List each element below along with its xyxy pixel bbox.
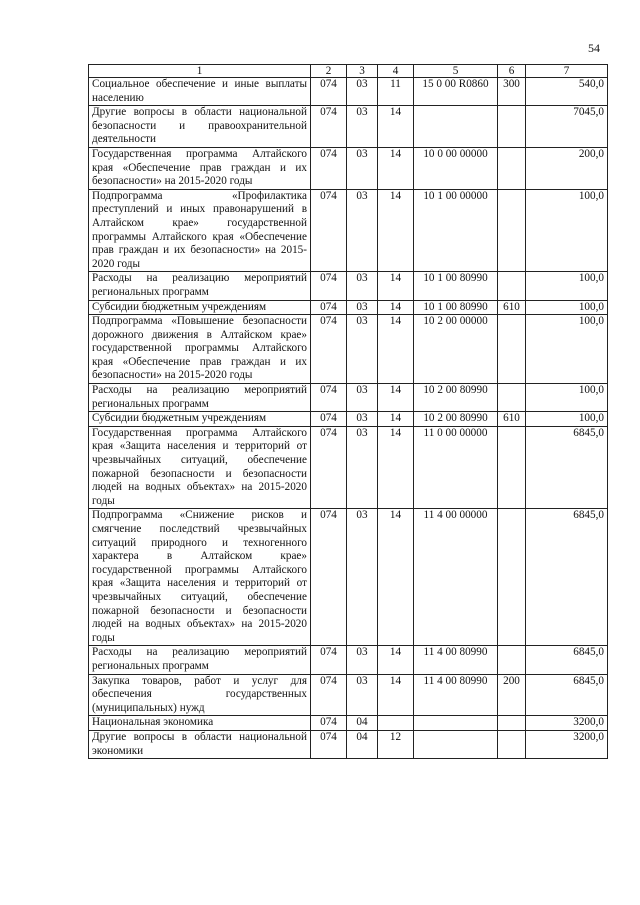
row-amount-cell: 6845,0	[526, 674, 608, 716]
row-name-cell: Подпрограмма «Повышение безопасности дорожного движения в Алтайском крае» государственной программы Алтайского края «Обеспечение прав граждан и их безопасности» на 2015-2020 годы	[89, 315, 311, 384]
row-subsection-cell: 11	[378, 78, 414, 106]
table-row	[89, 412, 608, 427]
row-amount-cell: 3200,0	[526, 730, 608, 758]
row-name-cell: Государственная программа Алтайского края «Защита населения и территорий от чрезвычайных ситуаций, обеспечение пожарной безопасности и безопасности людей на водных объектах» на 2015-2020 годы	[89, 426, 311, 509]
row-amount-cell: 7045,0	[526, 106, 608, 148]
table-row	[89, 646, 608, 674]
row-name-cell: Подпрограмма «Профилактика преступлений и иных правонарушений в Алтайском крае» государственной программы Алтайского края «Обеспечение прав граждан и их безопасности» на 2015-2020 годы	[89, 189, 311, 272]
row-target-article-cell: 10 0 00 00000	[414, 147, 498, 189]
row-subsection-cell: 14	[378, 412, 414, 427]
row-subsection-cell: 14	[378, 426, 414, 509]
row-target-article-cell	[414, 716, 498, 731]
row-section-cell: 03	[347, 147, 378, 189]
row-code-cell: 074	[311, 412, 347, 427]
row-section-cell: 03	[347, 426, 378, 509]
row-amount-cell: 100,0	[526, 412, 608, 427]
row-section-cell: 03	[347, 646, 378, 674]
column-header: 3	[347, 65, 378, 78]
row-name-cell: Закупка товаров, работ и услуг для обеспечения государственных (муниципальных) нужд	[89, 674, 311, 716]
row-target-article-cell: 10 2 00 80990	[414, 384, 498, 412]
row-name-cell: Подпрограмма «Снижение рисков и смягчение последствий чрезвычайных ситуаций природного и техногенного характера в Алтайском крае» государственной программы Алтайского края «Защита населения и территорий от чрезвычайных ситуаций, обеспечение пожарной безопасности и безопасности людей на водных объектах» на 2015-2020 годы	[89, 509, 311, 646]
row-expense-type-cell: 300	[498, 78, 526, 106]
row-subsection-cell	[378, 716, 414, 731]
row-amount-cell: 200,0	[526, 147, 608, 189]
row-section-cell: 03	[347, 384, 378, 412]
column-header: 7	[526, 65, 608, 78]
row-expense-type-cell	[498, 272, 526, 300]
row-amount-cell: 3200,0	[526, 716, 608, 731]
column-header: 1	[89, 65, 311, 78]
row-code-cell: 074	[311, 509, 347, 646]
table-row	[89, 147, 608, 189]
row-expense-type-cell	[498, 716, 526, 731]
row-section-cell: 04	[347, 730, 378, 758]
row-expense-type-cell: 200	[498, 674, 526, 716]
row-section-cell: 03	[347, 315, 378, 384]
row-expense-type-cell	[498, 426, 526, 509]
row-subsection-cell: 14	[378, 147, 414, 189]
row-amount-cell: 540,0	[526, 78, 608, 106]
row-subsection-cell: 14	[378, 509, 414, 646]
row-target-article-cell: 15 0 00 R0860	[414, 78, 498, 106]
row-target-article-cell: 11 4 00 00000	[414, 509, 498, 646]
table-row	[89, 315, 608, 384]
column-header: 4	[378, 65, 414, 78]
row-target-article-cell: 11 0 00 00000	[414, 426, 498, 509]
table-row	[89, 716, 608, 731]
row-target-article-cell: 11 4 00 80990	[414, 646, 498, 674]
row-code-cell: 074	[311, 272, 347, 300]
row-code-cell: 074	[311, 674, 347, 716]
table-row	[89, 730, 608, 758]
row-subsection-cell: 14	[378, 315, 414, 384]
row-amount-cell: 6845,0	[526, 646, 608, 674]
table-row	[89, 189, 608, 272]
row-code-cell: 074	[311, 716, 347, 731]
row-expense-type-cell	[498, 106, 526, 148]
row-amount-cell: 100,0	[526, 384, 608, 412]
row-subsection-cell: 14	[378, 384, 414, 412]
table-row	[89, 78, 608, 106]
row-name-cell: Другие вопросы в области национальной безопасности и правоохранительной деятельности	[89, 106, 311, 148]
table-row	[89, 509, 608, 646]
row-amount-cell: 100,0	[526, 189, 608, 272]
table-row	[89, 384, 608, 412]
row-code-cell: 074	[311, 189, 347, 272]
row-section-cell: 03	[347, 189, 378, 272]
row-expense-type-cell	[498, 189, 526, 272]
row-name-cell: Расходы на реализацию мероприятий региональных программ	[89, 384, 311, 412]
column-header: 5	[414, 65, 498, 78]
row-amount-cell: 100,0	[526, 300, 608, 315]
row-subsection-cell: 12	[378, 730, 414, 758]
page-number: 54	[588, 41, 600, 55]
row-code-cell: 074	[311, 106, 347, 148]
row-section-cell: 04	[347, 716, 378, 731]
row-subsection-cell: 14	[378, 106, 414, 148]
budget-table	[88, 64, 608, 759]
row-name-cell: Национальная экономика	[89, 716, 311, 731]
row-target-article-cell: 10 1 00 80990	[414, 300, 498, 315]
row-section-cell: 03	[347, 412, 378, 427]
row-amount-cell: 100,0	[526, 315, 608, 384]
row-subsection-cell: 14	[378, 189, 414, 272]
row-amount-cell: 100,0	[526, 272, 608, 300]
row-code-cell: 074	[311, 78, 347, 106]
row-name-cell: Другие вопросы в области национальной экономики	[89, 730, 311, 758]
row-code-cell: 074	[311, 646, 347, 674]
row-section-cell: 03	[347, 272, 378, 300]
row-target-article-cell: 10 2 00 80990	[414, 412, 498, 427]
row-expense-type-cell	[498, 509, 526, 646]
row-section-cell: 03	[347, 106, 378, 148]
table-row	[89, 300, 608, 315]
row-expense-type-cell	[498, 384, 526, 412]
row-section-cell: 03	[347, 674, 378, 716]
row-section-cell: 03	[347, 509, 378, 646]
row-target-article-cell: 10 1 00 80990	[414, 272, 498, 300]
row-code-cell: 074	[311, 315, 347, 384]
row-target-article-cell	[414, 730, 498, 758]
row-expense-type-cell	[498, 730, 526, 758]
row-expense-type-cell	[498, 315, 526, 384]
row-expense-type-cell	[498, 646, 526, 674]
row-section-cell: 03	[347, 300, 378, 315]
row-subsection-cell: 14	[378, 300, 414, 315]
row-target-article-cell: 10 1 00 00000	[414, 189, 498, 272]
row-section-cell: 03	[347, 78, 378, 106]
row-name-cell: Субсидии бюджетным учреждениям	[89, 300, 311, 315]
row-subsection-cell: 14	[378, 674, 414, 716]
row-code-cell: 074	[311, 426, 347, 509]
row-target-article-cell	[414, 106, 498, 148]
table-row	[89, 426, 608, 509]
row-code-cell: 074	[311, 384, 347, 412]
row-target-article-cell: 11 4 00 80990	[414, 674, 498, 716]
row-code-cell: 074	[311, 147, 347, 189]
row-name-cell: Государственная программа Алтайского края «Обеспечение прав граждан и их безопасности» на 2015-2020 годы	[89, 147, 311, 189]
row-subsection-cell: 14	[378, 272, 414, 300]
row-name-cell: Субсидии бюджетным учреждениям	[89, 412, 311, 427]
row-target-article-cell: 10 2 00 00000	[414, 315, 498, 384]
column-header: 6	[498, 65, 526, 78]
row-amount-cell: 6845,0	[526, 509, 608, 646]
row-code-cell: 074	[311, 300, 347, 315]
column-header: 2	[311, 65, 347, 78]
row-expense-type-cell: 610	[498, 300, 526, 315]
table-header-row	[89, 65, 608, 78]
row-amount-cell: 6845,0	[526, 426, 608, 509]
row-name-cell: Социальное обеспечение и иные выплаты населению	[89, 78, 311, 106]
table-row	[89, 674, 608, 716]
row-name-cell: Расходы на реализацию мероприятий региональных программ	[89, 272, 311, 300]
row-subsection-cell: 14	[378, 646, 414, 674]
table-row	[89, 272, 608, 300]
row-expense-type-cell	[498, 147, 526, 189]
row-name-cell: Расходы на реализацию мероприятий региональных программ	[89, 646, 311, 674]
table-row	[89, 106, 608, 148]
row-code-cell: 074	[311, 730, 347, 758]
row-expense-type-cell: 610	[498, 412, 526, 427]
